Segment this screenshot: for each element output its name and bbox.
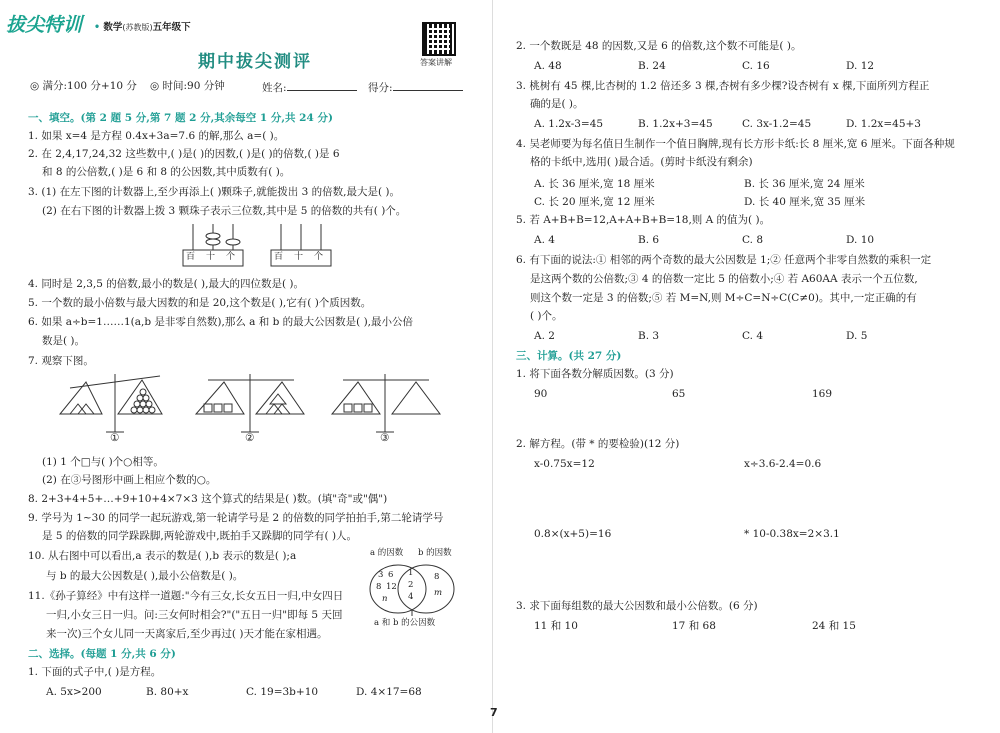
s3-q1-item: 90 [534, 388, 548, 400]
s1-q1: 1. 如果 x=4 是方程 0.4x+3a=7.6 的解,那么 a=( )。 [28, 130, 285, 142]
s1-q6-line1: 6. 如果 a÷b=1……1(a,b 是非零自然数),那么 a 和 b 的最大公因数是( ),最小公倍 [28, 316, 414, 328]
s2-q3-option-b[interactable]: B. 1.2x+3=45 [638, 118, 713, 130]
venn-caption: a 和 b 的公因数 [374, 618, 436, 628]
s1-q2-line1: 2. 在 2,4,17,24,32 这些数中,( )是( )的因数,( )是( )的倍数,( )是 6 [28, 148, 340, 160]
s2-q5-option-d[interactable]: D. 10 [846, 234, 875, 246]
section1-heading: 一、填空。(第 2 题 5 分,第 7 题 2 分,其余每空 1 分,共 24 分) [28, 112, 333, 124]
s2-q6-option-a[interactable]: A. 2 [534, 330, 555, 342]
venn-left-num: 3 [378, 570, 384, 580]
subject-line: • 数学(苏教版)五年级下 [94, 22, 191, 33]
s2-q3-option-d[interactable]: D. 1.2x=45+3 [846, 118, 921, 130]
scale-label-2: ② [245, 432, 255, 444]
s2-q6-option-b[interactable]: B. 3 [638, 330, 660, 342]
s3-q1-item: 65 [672, 388, 686, 400]
abacus-right-label-tens: 十 [294, 252, 304, 262]
scale-label-1: ① [110, 432, 120, 444]
venn-left-num: 12 [386, 582, 397, 592]
venn-right-num: 8 [434, 572, 440, 582]
s3-q3-item: 11 和 10 [534, 620, 578, 632]
s3-q1-item: 169 [812, 388, 833, 400]
s2-q1-option-c[interactable]: C. 19=3b+10 [246, 686, 319, 698]
s3-q2-equation: 0.8×(x+5)=16 [534, 528, 612, 540]
abacus-right-label-hundreds: 百 [274, 252, 284, 262]
page-fold [492, 0, 493, 733]
time-limit: ◎ 时间:90 分钟 [150, 80, 225, 92]
s1-q4: 4. 同时是 2,3,5 的倍数,最小的数是( ),最大的四位数是( )。 [28, 278, 304, 290]
s1-q3-line2: (2) 在右下图的计数器上拨 3 颗珠子表示三位数,其中是 5 的倍数的共有( )个。 [42, 205, 407, 217]
s2-q2-option-d[interactable]: D. 12 [846, 60, 875, 72]
page-number: 7 [490, 706, 498, 719]
s2-q1-option-d[interactable]: D. 4×17=68 [356, 686, 422, 698]
s2-q6-option-c[interactable]: C. 4 [742, 330, 764, 342]
s2-q5: 5. 若 A+B+B=12,A+A+B+B=18,则 A 的值为( )。 [516, 214, 771, 226]
scale-3 [332, 374, 440, 432]
s2-q4-option-d[interactable]: D. 长 40 厘米,宽 35 厘米 [744, 196, 866, 208]
s2-q4-option-a[interactable]: A. 长 36 厘米,宽 18 厘米 [534, 178, 655, 190]
s2-q5-option-a[interactable]: A. 4 [534, 234, 555, 246]
s1-q7: 7. 观察下图。 [28, 355, 94, 367]
venn-label-a: a 的因数 [370, 548, 404, 558]
venn-mid-num: 4 [408, 592, 414, 602]
page-title: 期中拔尖测评 [198, 52, 312, 72]
s2-q4-line2: 格的卡纸中,选用( )最合适。(剪时卡纸没有剩余) [530, 156, 753, 168]
s3-q2-equation: * 10-0.38x=2×3.1 [744, 528, 840, 540]
s1-q7-2: (2) 在③号图形中画上相应个数的○。 [42, 474, 217, 486]
s2-q4-option-c[interactable]: C. 长 20 厘米,宽 12 厘米 [534, 196, 655, 208]
balance-scales [60, 370, 460, 450]
venn-right-num: m [434, 588, 443, 598]
s1-q10-line1: 10. 从右图中可以看出,a 表示的数是( ),b 表示的数是( );a [28, 550, 297, 562]
venn-mid-num: 1 [408, 568, 414, 578]
scale-2 [196, 374, 304, 432]
abacus-left-label-hundreds: 百 [186, 252, 196, 262]
s1-q10-line2: 与 b 的最大公因数是( ),最小公倍数是( )。 [46, 570, 244, 582]
s2-q2-option-b[interactable]: B. 24 [638, 60, 666, 72]
qr-code-icon[interactable] [422, 22, 456, 56]
name-field[interactable]: 姓名: [262, 80, 357, 95]
abacus-right-label-ones: 个 [314, 252, 324, 262]
s3-q3-item: 24 和 15 [812, 620, 856, 632]
section2-heading: 二、选择。(每题 1 分,共 6 分) [28, 648, 176, 660]
s2-q6-line4: ( )个。 [530, 310, 563, 322]
s3-q2-equation: x÷3.6-2.4=0.6 [744, 458, 822, 470]
s1-q9-line1: 9. 学号为 1~30 的同学一起玩游戏,第一轮请学号是 2 的倍数的同学拍拍手,第二轮请学号 [28, 512, 444, 524]
s1-q3-line1: 3. (1) 在左下图的计数器上,至少再添上( )颗珠子,就能拨出 3 的倍数,最大是( )。 [28, 186, 400, 198]
venn-left-num: 6 [388, 570, 394, 580]
s1-q11-line2: 一归,小女三日一归。问:三女何时相会?"("五日一归"即每 5 天回 [46, 609, 343, 621]
s2-q6-line3: 则这个数一定是 3 的倍数;⑤ 若 M=N,则 M÷C=N÷C(C≠0)。其中,一定正确的有 [530, 292, 917, 304]
abacus-left-label-ones: 个 [226, 252, 236, 262]
s2-q6-option-d[interactable]: D. 5 [846, 330, 868, 342]
s1-q9-line2: 是 5 的倍数的同学跺跺脚,两轮游戏中,既拍手又跺脚的同学有( )人。 [42, 530, 358, 542]
s3-q1: 1. 将下面各数分解质因数。(3 分) [516, 368, 674, 380]
s2-q6-line2: 是这两个数的公倍数;③ 4 的倍数一定比 5 的倍数小;④ 若 A60AA 表示一个五位数, [530, 273, 918, 285]
s3-q2-equation: x-0.75x=12 [534, 458, 595, 470]
s2-q2: 2. 一个数既是 48 的因数,又是 6 的倍数,这个数不可能是( )。 [516, 40, 802, 52]
s1-q6-line2: 数是( )。 [42, 335, 86, 347]
section3-heading: 三、计算。(共 27 分) [516, 350, 622, 362]
s2-q4-line1: 4. 吴老师要为每名值日生制作一个值日胸牌,现有长方形卡纸:长 8 厘米,宽 6 厘米。下面各种规 [516, 138, 955, 150]
full-score: ◎ 满分:100 分+10 分 [30, 80, 137, 92]
venn-left-num: 8 [376, 582, 382, 592]
s3-q3-item: 17 和 68 [672, 620, 716, 632]
venn-mid-num: 2 [408, 580, 414, 590]
s3-q2: 2. 解方程。(带 * 的要检验)(12 分) [516, 438, 680, 450]
s2-q3-line2: 确的是( )。 [530, 98, 584, 110]
score-field[interactable]: 得分: [368, 80, 463, 95]
abacus-left-label-tens: 十 [206, 252, 216, 262]
s2-q3-option-c[interactable]: C. 3x-1.2=45 [742, 118, 812, 130]
s2-q5-option-b[interactable]: B. 6 [638, 234, 660, 246]
venn-label-b: b 的因数 [418, 548, 452, 558]
s3-q3: 3. 求下面每组数的最大公因数和最小公倍数。(6 分) [516, 600, 758, 612]
s2-q6-line1: 6. 有下面的说法:① 相邻的两个奇数的最大公因数是 1;② 任意两个非零自然数的乘积一定 [516, 254, 932, 266]
s2-q4-option-b[interactable]: B. 长 36 厘米,宽 24 厘米 [744, 178, 865, 190]
s2-q1-option-b[interactable]: B. 80+x [146, 686, 189, 698]
s2-q2-option-a[interactable]: A. 48 [534, 60, 562, 72]
s2-q1-option-a[interactable]: A. 5x>200 [46, 686, 102, 698]
venn-left-num: n [382, 594, 388, 604]
s1-q11-line3: 来一次)三个女儿同一天离家后,至少再过( )天才能在家相遇。 [46, 628, 328, 640]
s2-q5-option-c[interactable]: C. 8 [742, 234, 764, 246]
s2-q2-option-c[interactable]: C. 16 [742, 60, 770, 72]
s1-q11-line1: 11.《孙子算经》中有这样一道题:"今有三女,长女五日一归,中女四日 [28, 590, 344, 602]
qr-caption: 答案讲解 [420, 58, 452, 67]
s2-q3-option-a[interactable]: A. 1.2x-3=45 [534, 118, 604, 130]
s1-q7-1: (1) 1 个□与( )个○相等。 [42, 456, 164, 468]
s2-q1: 1. 下面的式子中,( )是方程。 [28, 666, 162, 678]
scale-label-3: ③ [380, 432, 390, 444]
s1-q8: 8. 2+3+4+5+…+9+10+4×7×3 这个算式的结果是( )数。(填"奇"或"偶") [28, 493, 388, 505]
s1-q2-line2: 和 8 的公倍数,( )是 6 和 8 的公因数,其中质数有( )。 [42, 166, 291, 178]
s1-q5: 5. 一个数的最小倍数与最大因数的和是 20,这个数是( ),它有( )个质因数。 [28, 297, 372, 309]
s2-q3-line1: 3. 桃树有 45 棵,比杏树的 1.2 倍还多 3 棵,杏树有多少棵?设杏树有 x 棵,下面所列方程正 [516, 80, 930, 92]
scale-1 [60, 374, 162, 432]
brand-logo: 拔尖特训 [6, 14, 83, 36]
